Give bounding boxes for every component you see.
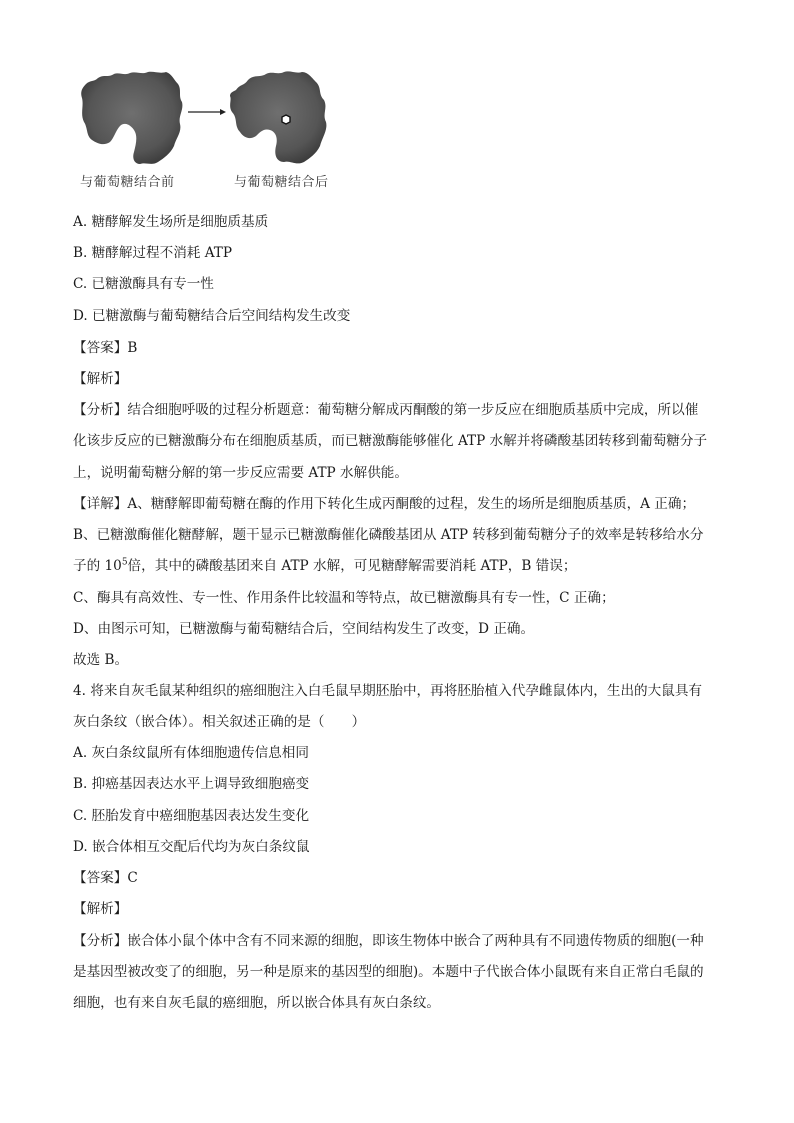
figure-label-before: 与葡萄糖结合前 [80,175,175,190]
q4-fenxi-line-3: 细胞，也有来自灰毛鼠的癌细胞，所以嵌合体具有灰白条纹。 [73,995,441,1011]
q3-analysis-heading: 【解析】 [73,371,128,387]
q3-xiangjie-line-4: C、酶具有高效性、专一性、作用条件比较温和等特点，故已糖激酶具有专一性，C 正确； [73,590,615,606]
q3-xiangjie-line-1: 【详解】A、糖酵解即葡萄糖在酶的作用下转化生成丙酮酸的过程，发生的场所是细胞质基质，A 正确； [73,496,696,512]
q3-option-a: A. 糖酵解发生场所是细胞质基质 [73,214,269,230]
q3-xiangjie-line-5: D、由图示可知，已糖激酶与葡萄糖结合后，空间结构发生了改变，D 正确。 [73,621,535,637]
q4-option-d: D. 嵌合体相互交配后代均为灰白条纹鼠 [73,839,310,855]
q4-stem-line-2: 灰白条纹（嵌合体）。相关叙述正确的是（ ） [73,714,366,730]
q3-exponent: 5 [121,557,128,568]
q3-fenxi-line-1: 【分析】结合细胞呼吸的过程分析题意：葡萄糖分解成丙酮酸的第一步反应在细胞质基质中完成，所以催 [73,402,699,418]
q3-fenxi-line-3: 上，说明葡萄糖分解的第一步反应需要 ATP 水解供能。 [73,465,408,481]
glucose-hexagon-icon [282,115,290,124]
q3-option-c: C. 已糖激酶具有专一性 [73,276,214,292]
q4-fenxi-line-1: 【分析】嵌合体小鼠个体中含有不同来源的细胞，即该生物体中嵌合了两种具有不同遗传物质的细胞(一种 [73,933,704,949]
q3-xiangjie-line-3-prefix: 子的 10 [73,558,122,574]
q3-conclusion: 故选 B。 [73,652,129,668]
q4-stem-line-1: 4. 将来自灰毛鼠某种组织的癌细胞注入白毛鼠早期胚胎中，再将胚胎植入代孕雌鼠体内，生出的大鼠具有 [73,683,703,699]
q4-option-a: A. 灰白条纹鼠所有体细胞遗传信息相同 [73,745,309,761]
q4-analysis-heading: 【解析】 [73,901,128,917]
q4-option-c: C. 胚胎发育中癌细胞基因表达发生变化 [73,808,310,824]
q3-answer: 【答案】B [73,340,138,356]
q3-xiangjie-line-2: B、已糖激酶催化糖酵解，题干显示已糖激酶催化磷酸基团从 ATP 转移到葡萄糖分子的效率是转移给水分 [73,527,704,543]
q3-fenxi-line-2: 化该步反应的已糖激酶分布在细胞质基质，而已糖激酶能够催化 ATP 水解并将磷酸基团转移到葡萄糖分子 [73,433,708,449]
enzyme-before-shape [81,72,182,164]
q4-answer: 【答案】C [73,870,138,886]
q4-fenxi-line-2: 是基因型被改变了的细胞，另一种是原来的基因型的细胞)。本题中子代嵌合体小鼠既有来自正常白毛鼠的 [73,964,704,980]
q4-option-b: B. 抑癌基因表达水平上调导致细胞癌变 [73,776,310,792]
figure-label-after: 与葡萄糖结合后 [234,175,329,190]
arrow-head-icon [220,109,226,115]
enzyme-after-shape [230,71,326,163]
q3-option-d: D. 已糖激酶与葡萄糖结合后空间结构发生改变 [73,308,351,324]
q3-xiangjie-line-3 [73,556,576,576]
q3-option-b: B. 糖酵解过程不消耗 ATP [73,245,232,261]
q3-xiangjie-line-3-suffix: 倍，其中的磷酸基团来自 ATP 水解，可见糖酵解需要消耗 ATP，B 错误； [127,558,577,574]
